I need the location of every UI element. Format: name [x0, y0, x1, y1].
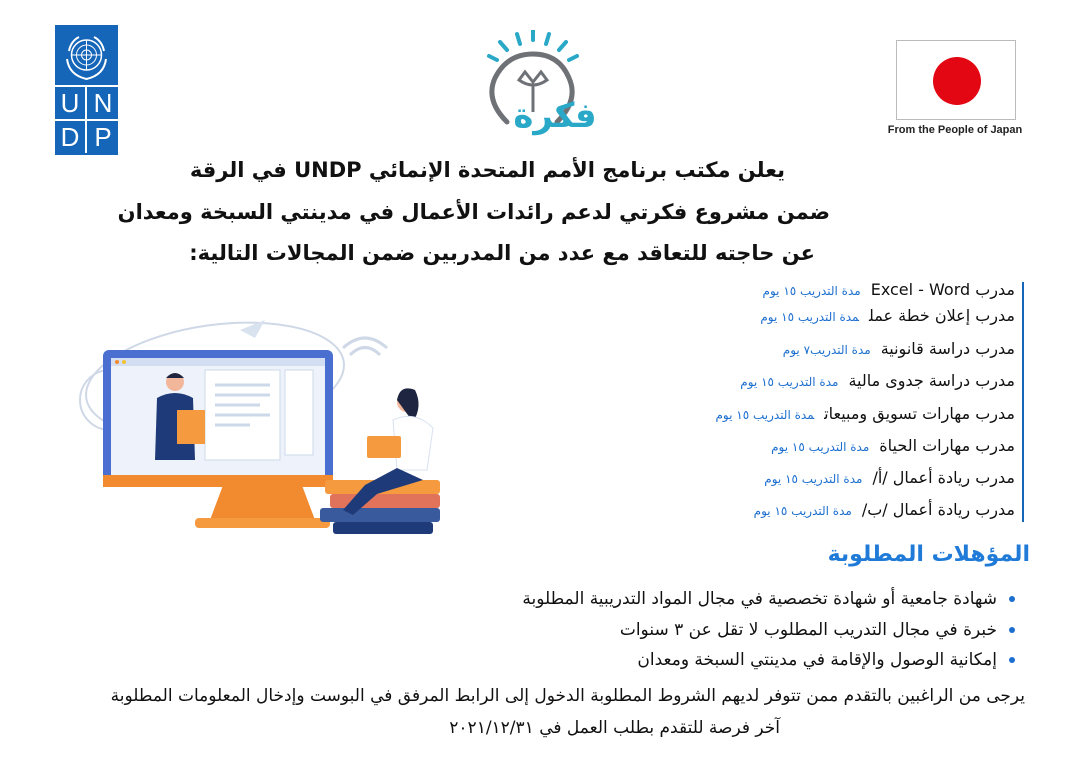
undp-letter-p: P	[94, 122, 112, 152]
announcement-line-3: عن حاجته للتعاقد مع عدد من المدربين ضمن المجالات التالية:	[189, 241, 815, 265]
undp-letter-u: U	[60, 88, 80, 118]
trainer-title: مدرب إعلان خطة عمل	[869, 306, 1015, 325]
list-item	[740, 371, 1015, 390]
trainer-duration: مدة التدريب ١٥ يوم	[760, 310, 859, 324]
application-instructions: يرجى من الراغبين بالتقدم ممن تتوفر لديهم الشروط المطلوبة الدخول إلى الرابط المرفق في البوست وإدخال المعلومات المطلوبة	[110, 686, 1025, 706]
qualification-text: خبرة في مجال التدريب المطلوب لا تقل عن ٣ سنوات	[619, 620, 997, 640]
list-item	[637, 650, 1015, 670]
trainer-title: مدرب Excel - Word	[870, 280, 1015, 299]
undp-letter-n: N	[93, 88, 113, 118]
application-deadline: آخر فرصة للتقدم بطلب العمل في ٢٠٢١/١٢/٣١	[449, 718, 780, 738]
fikra-logo-text: فكرة	[513, 96, 597, 136]
announcement-line-2: ضمن مشروع فكرتي لدعم رائدات الأعمال في مدينتي السبخة ومعدان	[117, 200, 830, 224]
list-item	[764, 468, 1015, 487]
list-item	[620, 620, 1015, 640]
bullet-icon	[1009, 627, 1015, 633]
trainer-title: مدرب دراسة جدوى مالية	[848, 371, 1015, 390]
trainer-title: مدرب مهارات تسويق ومبيعات	[824, 404, 1015, 423]
japan-flag-sun	[933, 57, 981, 105]
qualification-text: شهادة جامعية أو شهادة تخصصية في مجال المواد التدريبية المطلوبة	[522, 589, 997, 609]
trainer-duration: مدة التدريب٧ يوم	[782, 343, 871, 357]
trainer-duration: مدة التدريب ١٥ يوم	[771, 440, 870, 454]
japan-flag	[896, 40, 1016, 120]
trainer-duration: مدة التدريب ١٥ يوم	[762, 284, 861, 298]
trainer-duration: مدة التدريب ١٥ يوم	[715, 408, 815, 422]
list-item	[760, 306, 1015, 325]
qualifications-heading: المؤهلات المطلوبة	[827, 542, 1030, 567]
list-item	[763, 280, 1015, 299]
trainer-duration: مدة التدريب ١٥ يوم	[764, 472, 863, 486]
list-item	[771, 436, 1015, 455]
trainer-duration: مدة التدريب ١٥ يوم	[753, 504, 852, 518]
trainer-duration: مدة التدريب ١٥ يوم	[740, 375, 839, 389]
trainer-title: مدرب مهارات الحياة	[879, 436, 1015, 455]
fikra-bulb-icon	[455, 30, 615, 155]
list-item	[783, 339, 1015, 358]
list-item	[754, 500, 1015, 519]
online-training-illustration	[75, 310, 495, 545]
undp-logo	[55, 25, 118, 155]
trainer-title: مدرب ريادة أعمال /أ/	[872, 468, 1015, 487]
japan-caption: From the People of Japan	[887, 124, 1023, 136]
undp-letter-d: D	[60, 122, 80, 152]
list-item	[715, 404, 1015, 423]
trainer-title: مدرب ريادة أعمال /ب/	[861, 500, 1015, 519]
announcement-line-1: يعلن مكتب برنامج الأمم المتحدة الإنمائي UNDP في الرقة	[189, 158, 785, 182]
bullet-icon	[1009, 657, 1015, 663]
trainers-list-bar	[1022, 282, 1024, 522]
trainer-title: مدرب دراسة قانونية	[880, 339, 1015, 358]
bullet-icon	[1009, 596, 1015, 602]
qualification-text: إمكانية الوصول والإقامة في مدينتي السبخة ومعدان	[637, 650, 997, 670]
un-emblem-icon	[59, 29, 114, 84]
list-item	[522, 589, 1015, 609]
